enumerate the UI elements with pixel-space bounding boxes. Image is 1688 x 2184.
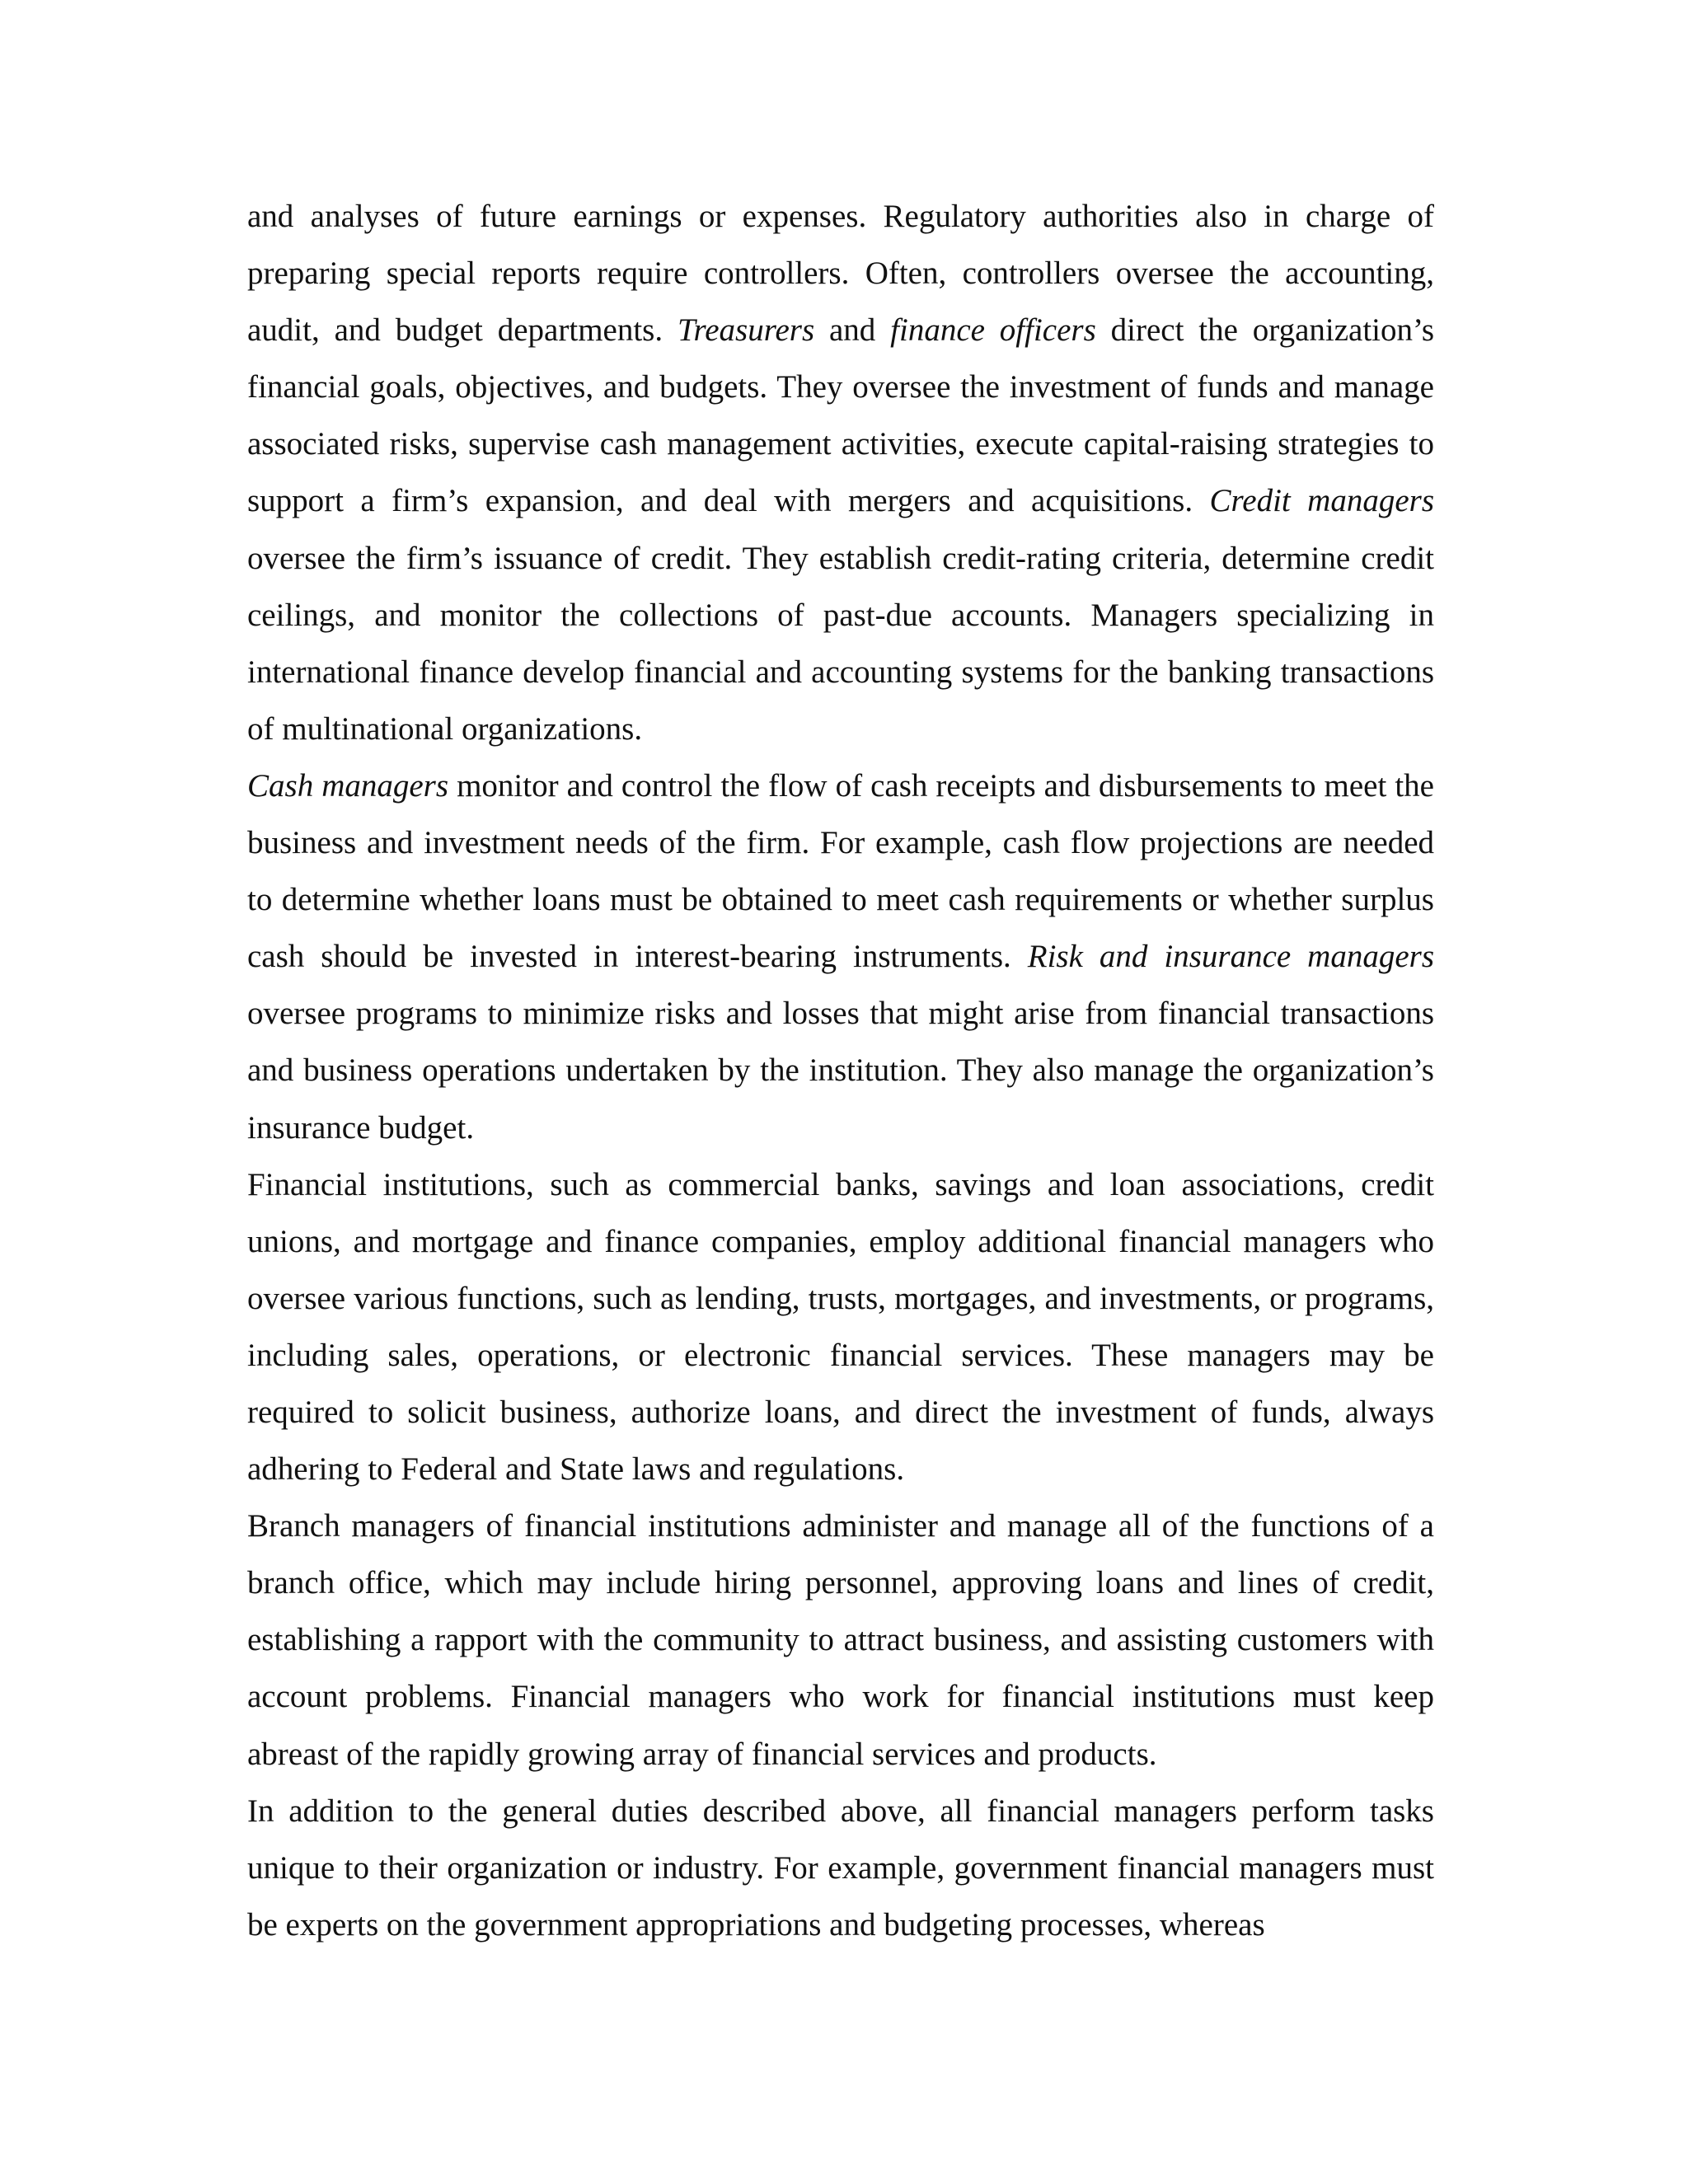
text-segment: In addition to the general duties described above, all financial managers perform tasks unique to their organization or industry. For example, government financial managers must be experts on the government appropriations and budgeting processes, whereas [247, 1793, 1434, 1943]
term-risk-insurance-managers: Risk and insurance managers [1027, 939, 1434, 975]
paragraph-branch-managers [247, 1497, 1434, 1782]
term-finance-officers: finance officers [890, 312, 1096, 349]
text-segment: direct the organization’s financial goals, objectives, and budgets. They oversee the investment of funds and manage associated risks, supervise cash management activities, execute capital-raising strategies to support a firm’s expansion, and deal with mergers and acquisitions. [247, 312, 1435, 519]
paragraph-financial-institutions [247, 1156, 1434, 1498]
paragraph-cash-managers [247, 757, 1434, 1156]
paragraph-financial-officers [247, 188, 1434, 757]
text-segment: and analyses of future earnings or expenses. Regulatory authorities also in charge of preparing special reports require controllers. Often, controllers oversee the accounting, audit, and budget departments. [247, 199, 1434, 349]
term-cash-managers: Cash managers [247, 767, 449, 804]
text-segment: Branch managers of financial institutions administer and manage all of the functions of a branch office, which may include hiring personnel, approving loans and lines of credit, establishing a rapport with the community to attract business, and assisting customers with account problems. Financial managers who work for financial institutions must keep abreast of the rapidly growing array of financial services and products. [247, 1508, 1434, 1772]
paragraph-general-duties [247, 1783, 1434, 1953]
text-segment: oversee the firm’s issuance of credit. They establish credit-rating criteria, determine credit ceilings, and monitor the collections of past-due accounts. Managers specializing in international finance develop financial and accounting systems for the banking transactions of multinational organizations. [247, 540, 1434, 747]
body-text [247, 188, 1434, 1953]
text-segment: monitor and control the flow of cash receipts and disbursements to meet the business and investment needs of the firm. For example, cash flow projections are needed to determine whether loans must be obtained to meet cash requirements or whether surplus cash should be invested in interest-bearing instruments. [247, 767, 1434, 975]
text-segment: and [814, 312, 891, 349]
term-treasurers: Treasurers [677, 312, 815, 349]
term-credit-managers: Credit managers [1209, 483, 1434, 519]
text-segment: Financial institutions, such as commercial banks, savings and loan associations, credit unions, and mortgage and finance companies, employ additional financial managers who oversee various functions, such as lending, trusts, mortgages, and investments, or programs, including sales, operations, or electronic financial services. These managers may be required to solicit business, authorize loans, and direct the investment of funds, always adhering to Federal and State laws and regulations. [247, 1166, 1434, 1488]
text-segment: oversee programs to minimize risks and losses that might arise from financial transactions and business operations undertaken by the institution. They also manage the organization’s insurance budget. [247, 996, 1434, 1146]
